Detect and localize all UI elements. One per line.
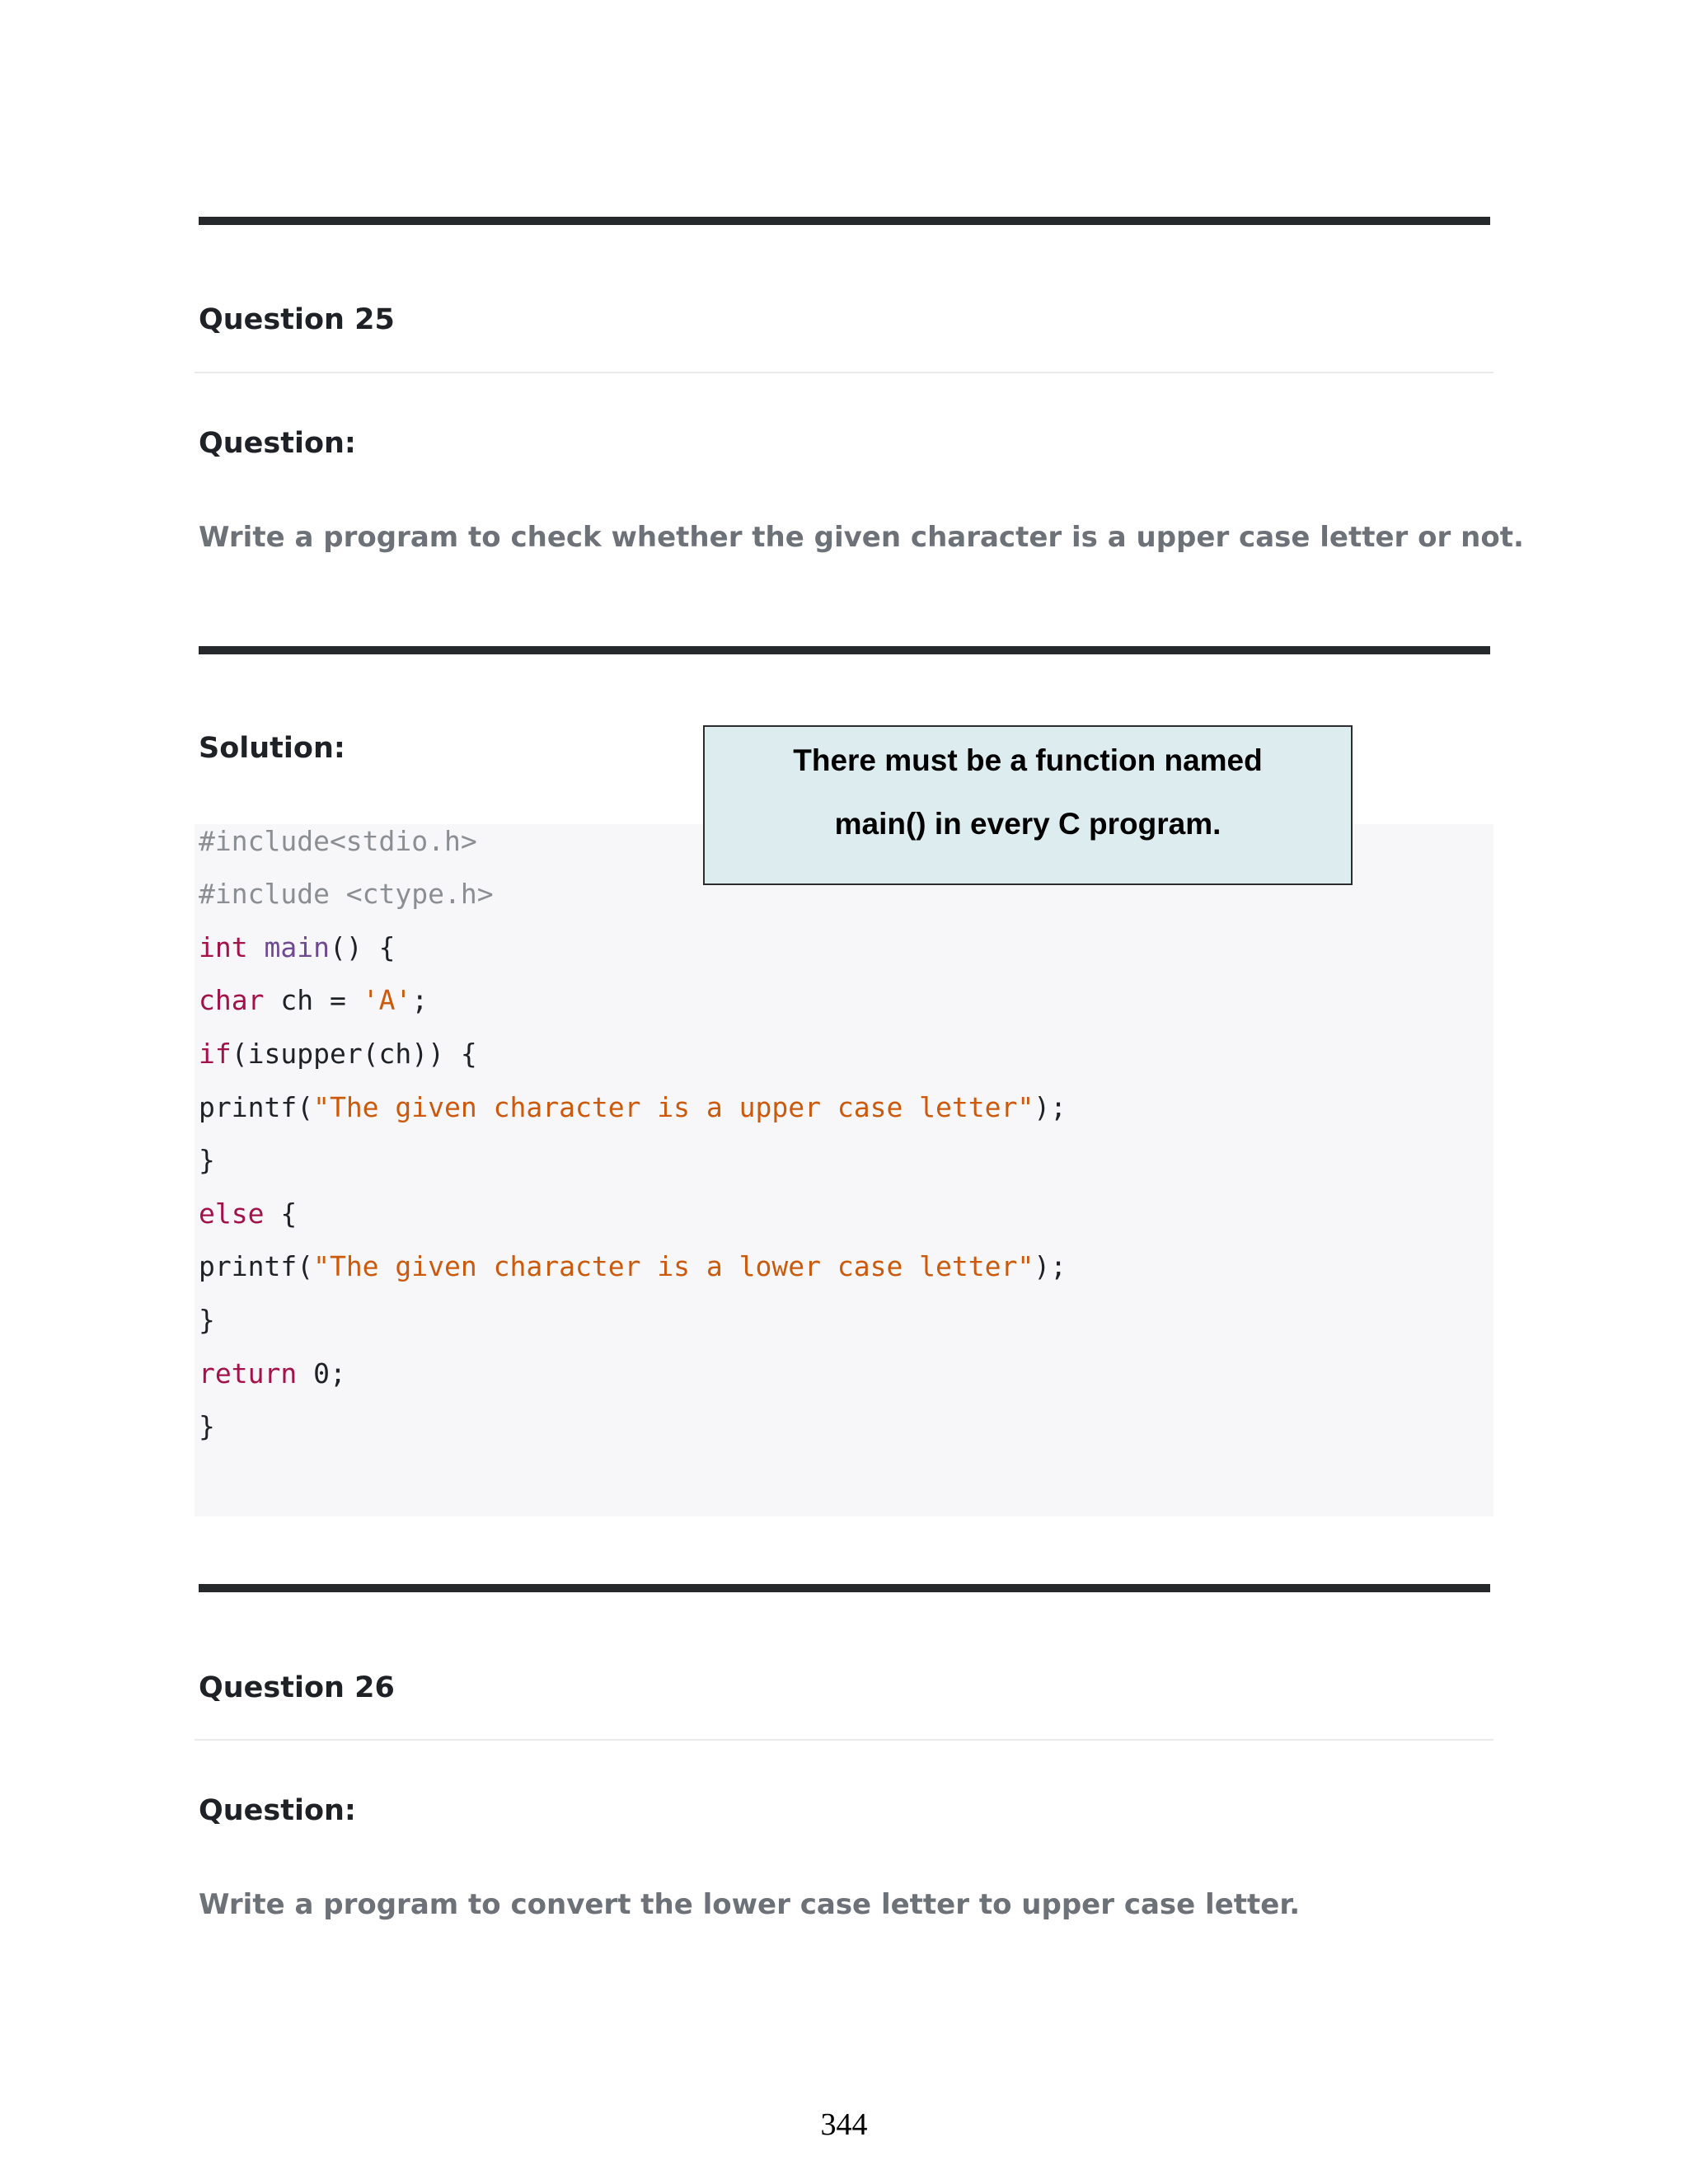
solution-label: Solution: xyxy=(199,732,345,765)
code-line-4: char ch = 'A'; xyxy=(199,984,429,1016)
code-line-9: printf("The given character is a lower case letter"); xyxy=(199,1250,1067,1282)
code-line-3: int main() { xyxy=(199,931,396,963)
question-label: Question: xyxy=(199,1794,356,1827)
page-number: 344 xyxy=(820,2107,868,2142)
section-divider xyxy=(199,217,1490,225)
question-26-text: Write a program to convert the lower case letter to upper case letter. xyxy=(199,1888,1301,1921)
code-line-8: else { xyxy=(199,1197,298,1230)
question-25-text: Write a program to check whether the given character is a upper case letter or not. xyxy=(199,521,1524,554)
code-line-11: return 0; xyxy=(199,1357,346,1390)
callout-note-line-1: There must be a function named xyxy=(793,743,1263,777)
code-line-10: } xyxy=(199,1304,215,1336)
code-line-12: } xyxy=(199,1410,215,1442)
code-line-2: #include <ctype.h> xyxy=(199,878,494,910)
question-label: Question: xyxy=(199,427,356,460)
section-divider xyxy=(199,646,1490,654)
code-line-1: #include<stdio.h> xyxy=(199,825,477,857)
question-26-heading: Question 26 xyxy=(199,1671,395,1704)
code-line-5: if(isupper(ch)) { xyxy=(199,1038,477,1070)
heading-underline xyxy=(195,1739,1493,1741)
code-line-6: printf("The given character is a upper case letter"); xyxy=(199,1091,1067,1123)
heading-underline xyxy=(195,372,1493,373)
question-25-heading: Question 25 xyxy=(199,303,395,336)
code-block xyxy=(195,824,1493,1516)
callout-note-line-2: main() in every C program. xyxy=(834,807,1221,841)
callout-note-box xyxy=(703,725,1353,885)
section-divider xyxy=(199,1584,1490,1592)
code-line-7: } xyxy=(199,1144,215,1176)
